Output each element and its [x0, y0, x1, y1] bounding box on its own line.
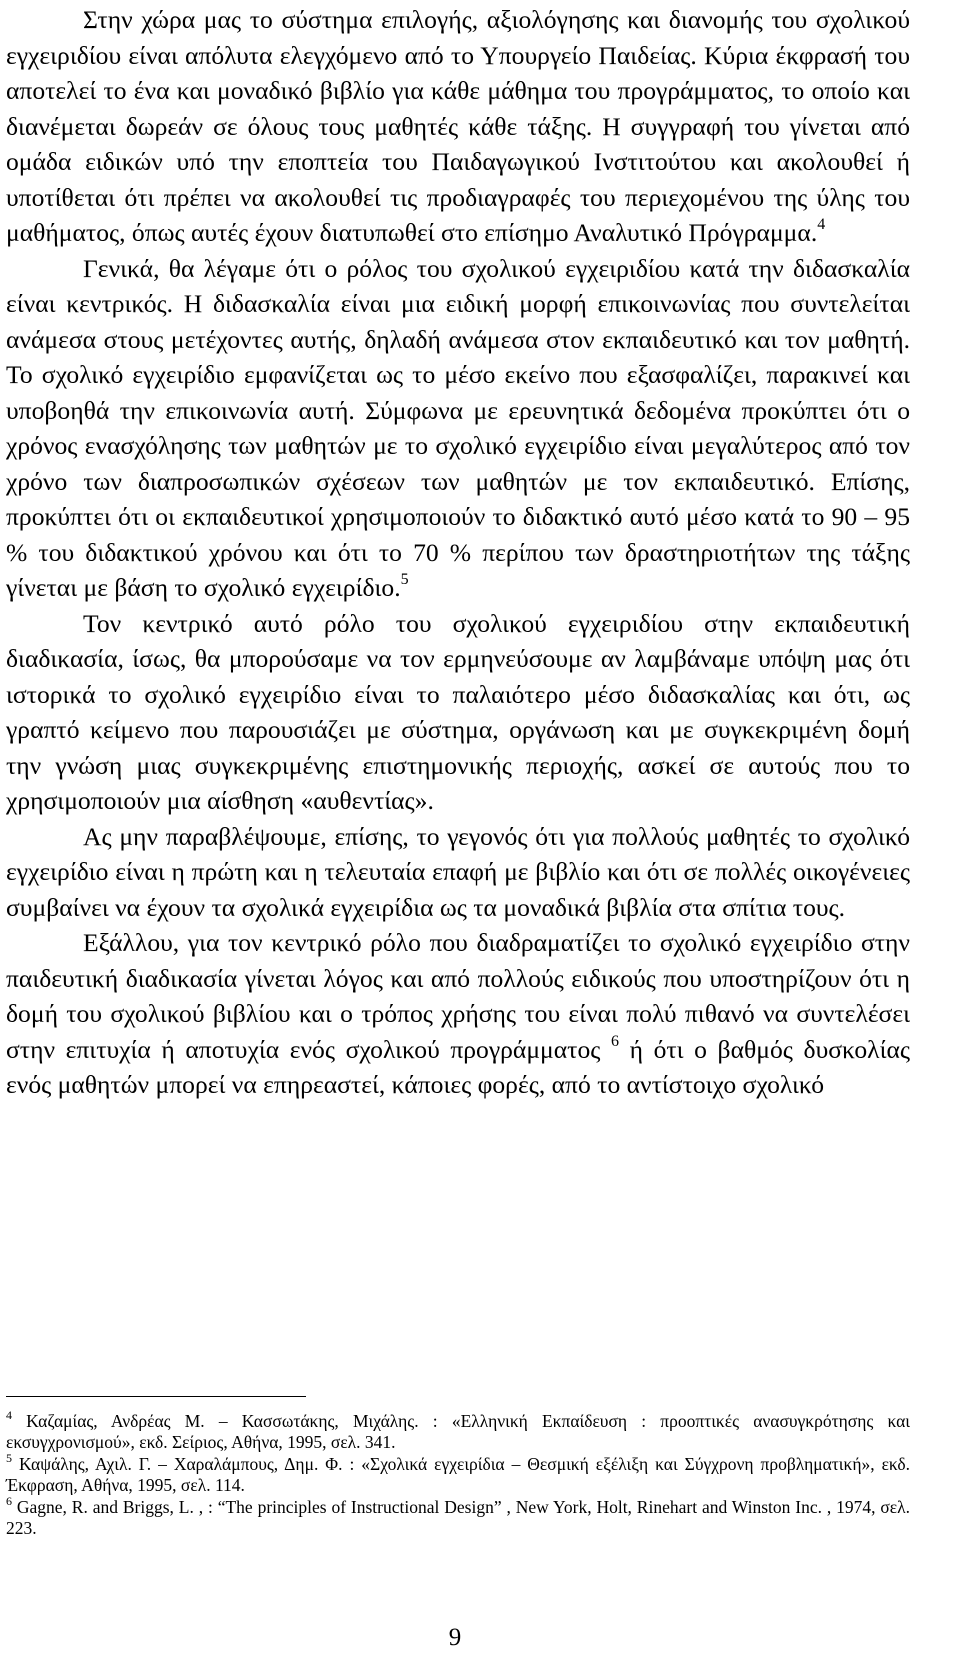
footnote — [6, 1451, 910, 1496]
footnote-separator — [6, 1396, 306, 1397]
paragraph-text: Στην χώρα μας το σύστημα επιλογής, αξιολόγησης και διανομής του σχολικού εγχειριδίου είναι απόλυτα ελεγχόμενο από το Υπουργείο Παιδείας. Κύρια έκφρασή του αποτελεί το ένα και μοναδικό βιβλίο για κάθε μάθημα του προγράμματος, το οποίο και διανέμεται δωρεάν σε όλους τους μαθητές κάθε τάξης. Η συγγραφή του γίνεται από ομάδα ειδικών υπό την εποπτεία του Παιδαγωγικού Ινστιτούτου και ακολουθεί ή υποτίθεται ότι πρέπει να ακολουθεί τις προδιαγραφές του περιεχομένου της ύλης του μαθήματος, όπως αυτές έχουν διατυπωθεί στο επίσημο Αναλυτικό Πρόγραμμα. — [6, 5, 910, 247]
footnote-reference[interactable]: 6 — [611, 1032, 620, 1050]
footnote-number: 6 — [6, 1494, 12, 1509]
footnote-number: 4 — [6, 1408, 12, 1423]
footnote-text: Καψάλης, Αχιλ. Γ. – Χαραλάμπους, Δημ. Φ. : «Σχολικά εγχειρίδια – Θεσμική εξέλιξη και Σύγχρονη προβληματική», εκδ. Έκφραση, Αθήνα, 1995, σελ. 114. — [6, 1454, 910, 1495]
footnote-number: 5 — [6, 1451, 12, 1466]
paragraph — [6, 2, 910, 251]
footnote — [6, 1408, 910, 1453]
paragraph — [6, 606, 910, 819]
footnote-list — [6, 1408, 910, 1539]
paragraph — [6, 251, 910, 606]
paragraph — [6, 925, 910, 1103]
page-number: 9 — [448, 1624, 462, 1651]
footnote-reference[interactable]: 4 — [817, 216, 826, 234]
footnote-reference[interactable]: 5 — [400, 571, 409, 589]
paragraph-text: ή ότι ο βαθμός δυσκολίας ενός μαθητών μπορεί να επηρεαστεί, κάποιες φορές, από το αντίστοιχο σχολικό — [6, 1034, 911, 1099]
footnote-text: Gagne, R. and Briggs, L. , : “The principles of Instructional Design” , New York, Holt, Rinehart and Winston Inc. , 1974, σελ. 223. — [6, 1497, 910, 1538]
paragraph-text: Ας μην παραβλέψουμε, επίσης, το γεγονός ότι για πολλούς μαθητές το σχολικό εγχειρίδιο είναι η πρώτη και η τελευταία επαφή με βιβλίο και ότι σε πολλές οικογένειες συμβαίνει να έχουν τα σχολικά εγχειρίδια ως τα μοναδικά βιβλία στα σπίτια τους. — [6, 821, 910, 922]
page-body — [6, 2, 910, 1103]
paragraph-text: Τον κεντρικό αυτό ρόλο του σχολικού εγχειριδίου στην εκπαιδευτική διαδικασία, ίσως, θα μπορούσαμε να τον ερμηνεύσουμε αν λαμβάναμε υπόψη μας ότι ιστορικά το σχολικό εγχειρίδιο είναι το παλαιότερο μέσο διδασκαλίας και ότι, ως γραπτό κείμενο που παρουσιάζει με σύστημα, οργάνωση και με συγκεκριμένη δομή την γνώση μιας συγκεκριμένης επιστημονικής περιοχής, ασκεί σε αυτούς που το χρησιμοποιούν μια αίσθηση «αυθεντίας». — [6, 608, 910, 815]
paragraph-text: Εξάλλου, για τον κεντρικό ρόλο που διαδραματίζει το σχολικό εγχειρίδιο στην παιδευτική διαδικασία γίνεται λόγος και από πολλούς ειδικούς που υποστηρίζουν ότι η δομή του σχολικού βιβλίου και ο τρόπος χρήσης του είναι πολύ πιθανό να συντελέσει στην επιτυχία ή αποτυχία ενός σχολικού προγράμματος — [6, 928, 910, 1064]
footnote-text: Καζαμίας, Ανδρέας Μ. – Κασσωτάκης, Μιχάλης. : «Ελληνική Εκπαίδευση : προοπτικές ανασυγκρότησης και εκσυγχρονισμού», εκδ. Σείριος, Αθήνα, 1995, σελ. 341. — [6, 1411, 910, 1452]
paragraph — [6, 819, 910, 926]
footnote — [6, 1494, 910, 1539]
paragraph-text: Γενικά, θα λέγαμε ότι ο ρόλος του σχολικού εγχειριδίου κατά την διδασκαλία είναι κεντρικός. Η διδασκαλία είναι μια ειδική μορφή επικοινωνίας που συντελείται ανάμεσα στους μετέχοντες αυτής, δηλαδή ανάμεσα στον εκπαιδευτικό και τον μαθητή. Το σχολικό εγχειρίδιο εμφανίζεται ως το μέσο εκείνο που εξασφαλίζει, παρακινεί και υποβοηθά την επικοινωνία αυτή. Σύμφωνα με ερευνητικά δεδομένα προκύπτει ότι ο χρόνος ενασχόλησης των μαθητών με το σχολικό εγχειρίδιο είναι μεγαλύτερος από τον χρόνο των διαπροσωπικών σχέσεων των μαθητών με τον εκπαιδευτικό. Επίσης, προκύπτει ότι οι εκπαιδευτικοί χρησιμοποιούν το διδακτικό αυτό μέσο κατά το 90 – 95 % του διδακτικού χρόνου και ότι το 70 % περίπου των δραστηριοτήτων της τάξης γίνεται με βάση το σχολικό εγχειρίδιο. — [6, 253, 910, 602]
footnotes — [6, 1396, 910, 1540]
